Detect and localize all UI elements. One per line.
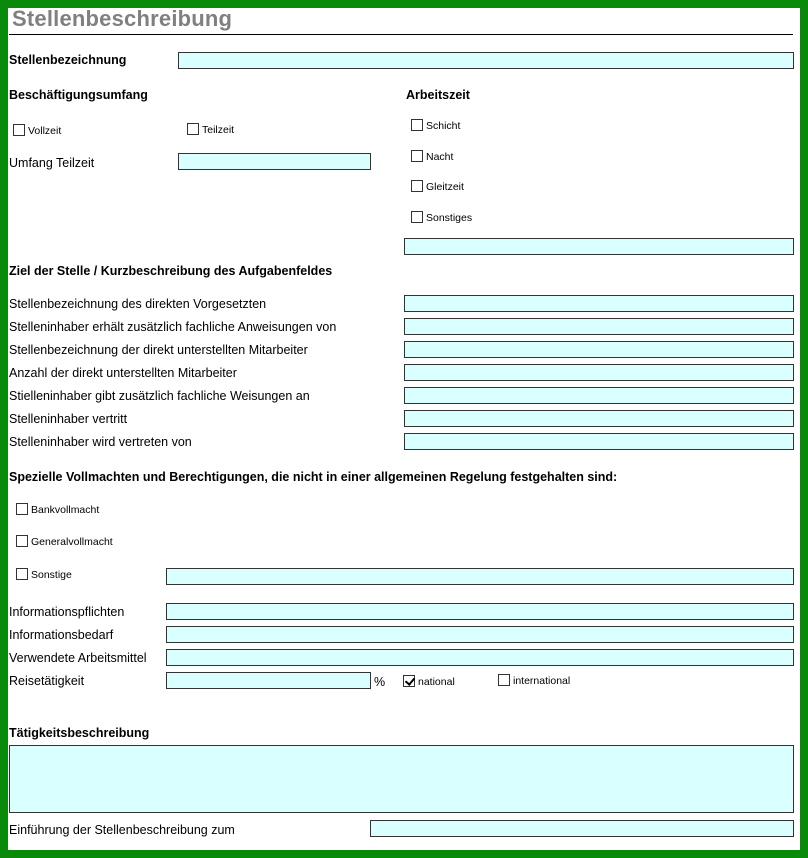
row-label: Stellenbezeichnung des direkten Vorgesetzten bbox=[9, 297, 267, 311]
einfuehrung-label: Einführung der Stellenbeschreibung zum bbox=[9, 823, 235, 837]
gleitzeit-label: Gleitzeit bbox=[426, 181, 464, 193]
national-label: national bbox=[418, 676, 455, 688]
informationsbedarf-label: Informationsbedarf bbox=[9, 628, 114, 642]
national-checkbox[interactable] bbox=[403, 675, 415, 687]
bankvollmacht-label: Bankvollmacht bbox=[31, 504, 100, 516]
arbeitszeit-heading: Arbeitszeit bbox=[406, 88, 470, 102]
row-label: Stielleninhaber gibt zusätzlich fachliche Weisungen an bbox=[9, 389, 310, 403]
sonstige-checkbox[interactable] bbox=[16, 568, 28, 580]
sonstige-label: Sonstige bbox=[31, 569, 72, 581]
bankvollmacht-checkbox[interactable] bbox=[16, 503, 28, 515]
nacht-label: Nacht bbox=[426, 151, 454, 163]
sonstiges-arbeitszeit-field[interactable] bbox=[404, 238, 794, 255]
vollzeit-label: Vollzeit bbox=[28, 125, 62, 137]
umfang-teilzeit-field[interactable] bbox=[178, 153, 371, 170]
taetigkeit-heading: Tätigkeitsbeschreibung bbox=[9, 726, 150, 740]
umfang-teilzeit-label: Umfang Teilzeit bbox=[9, 156, 95, 170]
schicht-checkbox[interactable] bbox=[411, 119, 423, 131]
reisetaetigkeit-field[interactable] bbox=[166, 672, 371, 689]
stellenbezeichnung-label: Stellenbezeichnung bbox=[9, 53, 127, 67]
row-label: Anzahl der direkt unterstellten Mitarbeiter bbox=[9, 366, 237, 380]
generalvollmacht-checkbox[interactable] bbox=[16, 535, 28, 547]
row-label: Stelleninhaber vertritt bbox=[9, 412, 128, 426]
schicht-label: Schicht bbox=[426, 120, 461, 132]
row-field[interactable] bbox=[404, 318, 794, 335]
beschaeftigungsumfang-heading: Beschäftigungsumfang bbox=[9, 88, 148, 102]
informationspflichten-label: Informationspflichten bbox=[9, 605, 125, 619]
stellenbezeichnung-field[interactable] bbox=[178, 52, 794, 69]
generalvollmacht-label: Generalvollmacht bbox=[31, 536, 113, 548]
row-field[interactable] bbox=[404, 341, 794, 358]
taetigkeit-field[interactable] bbox=[9, 745, 794, 813]
page-title: Stellenbeschreibung bbox=[12, 6, 233, 31]
vollmachten-heading: Spezielle Vollmachten und Berechtigungen, die nicht in einer allgemeinen Regelung festgehalten sind: bbox=[9, 470, 618, 484]
teilzeit-label: Teilzeit bbox=[202, 124, 235, 136]
informationspflichten-field[interactable] bbox=[166, 603, 794, 620]
sonstiges-checkbox[interactable] bbox=[411, 211, 423, 223]
sonstiges-label: Sonstiges bbox=[426, 212, 473, 224]
vollzeit-checkbox[interactable] bbox=[13, 124, 25, 136]
international-label: international bbox=[513, 675, 571, 687]
einfuehrung-field[interactable] bbox=[370, 820, 794, 837]
ziel-heading: Ziel der Stelle / Kurzbeschreibung des Aufgabenfeldes bbox=[9, 264, 333, 278]
row-field[interactable] bbox=[404, 410, 794, 427]
row-field[interactable] bbox=[404, 387, 794, 404]
arbeitsmittel-field[interactable] bbox=[166, 649, 794, 666]
reisetaetigkeit-label: Reisetätigkeit bbox=[9, 674, 85, 688]
teilzeit-checkbox[interactable] bbox=[187, 123, 199, 135]
gleitzeit-checkbox[interactable] bbox=[411, 180, 423, 192]
row-label: Stelleninhaber erhält zusätzlich fachliche Anweisungen von bbox=[9, 320, 337, 334]
row-label: Stellenbezeichnung der direkt unterstellten Mitarbeiter bbox=[9, 343, 308, 357]
international-checkbox[interactable] bbox=[498, 674, 510, 686]
informationsbedarf-field[interactable] bbox=[166, 626, 794, 643]
row-field[interactable] bbox=[404, 364, 794, 381]
row-field[interactable] bbox=[404, 295, 794, 312]
arbeitsmittel-label: Verwendete Arbeitsmittel bbox=[9, 651, 147, 665]
row-label: Stelleninhaber wird vertreten von bbox=[9, 435, 192, 449]
row-field[interactable] bbox=[404, 433, 794, 450]
nacht-checkbox[interactable] bbox=[411, 150, 423, 162]
title-divider bbox=[9, 34, 793, 35]
sonstige-vollmacht-field[interactable] bbox=[166, 568, 794, 585]
percent-sign: % bbox=[374, 675, 386, 689]
